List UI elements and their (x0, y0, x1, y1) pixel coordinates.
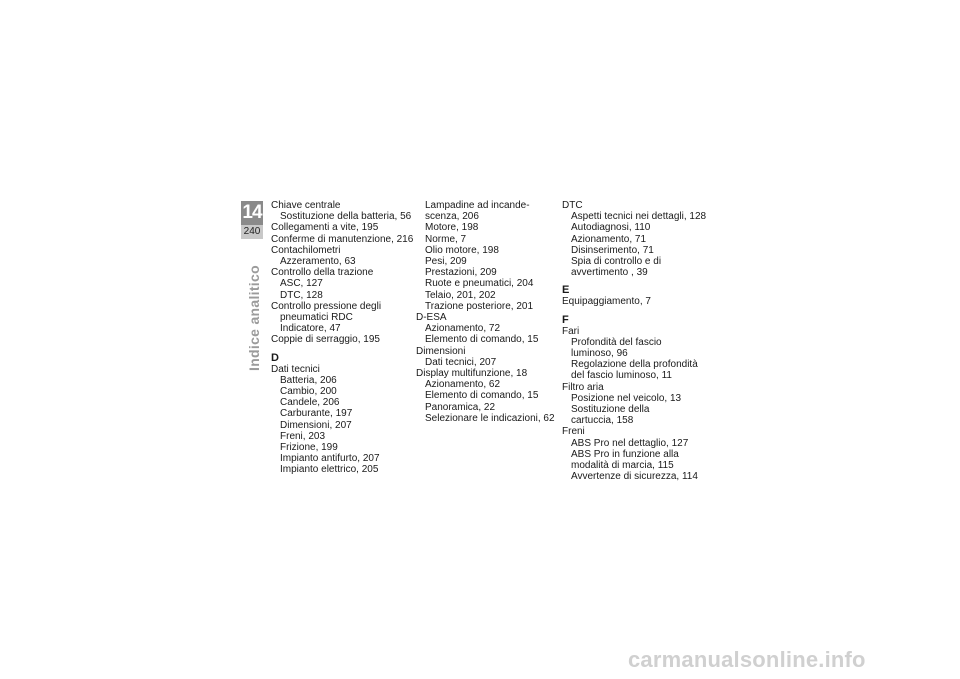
index-subentry: Olio motore, 198 (425, 244, 499, 256)
index-subentry: Avvertenze di sicurezza, 114 (571, 471, 698, 483)
index-subentry: Panoramica, 22 (425, 401, 496, 413)
index-subentry: modalità di marcia, 115 (571, 460, 674, 472)
index-subentry: Dimensioni, 207 (280, 419, 352, 431)
index-column-3 (562, 200, 707, 483)
index-subentry: Elemento di comando, 15 (425, 334, 539, 346)
index-subentry: avvertimento , 39 (571, 267, 648, 279)
index-subentry: Batteria, 206 (280, 374, 337, 386)
index-entry: Coppie di serraggio, 195 (271, 334, 380, 346)
index-subentry: Pesi, 209 (425, 256, 467, 268)
index-subentry: ABS Pro nel dettaglio, 127 (571, 437, 689, 449)
index-subentry: Sostituzione della (571, 404, 650, 416)
index-subentry: Impianto antifurto, 207 (280, 453, 380, 465)
index-letter-heading: E (562, 284, 570, 297)
index-subentry: Freni, 203 (280, 430, 326, 442)
index-entry: Dati tecnici (271, 363, 320, 375)
index-subentry: DTC, 128 (280, 289, 323, 301)
index-subentry: Ruote e pneumatici, 204 (425, 278, 534, 290)
index-subentry: Azzeramento, 63 (280, 256, 356, 268)
index-entry: Dimensioni (416, 345, 466, 357)
index-entry: Filtro aria (562, 381, 604, 393)
index-subentry: Regolazione della profondità (571, 359, 698, 371)
index-entry: Equipaggiamento, 7 (562, 296, 651, 308)
index-subentry: Autodiagnosi, 110 (571, 222, 651, 234)
index-entry: Conferme di manutenzione, 216 (271, 233, 414, 245)
page-number: 240 (241, 225, 263, 239)
index-subentry: Carburante, 197 (280, 408, 353, 420)
index-subentry: Dati tecnici, 207 (425, 356, 497, 368)
index-subentry: Lampadine ad incande- (425, 200, 530, 211)
index-entry: D-ESA (416, 312, 447, 324)
index-subentry: Disinserimento, 71 (571, 244, 654, 256)
index-subentry: Selezionare le indicazioni, 62 (425, 412, 555, 424)
index-entry: Freni (562, 426, 585, 438)
index-entry: Fari (562, 325, 580, 337)
index-subentry: Motore, 198 (425, 222, 479, 234)
index-column-1 (271, 200, 413, 476)
chapter-tab (241, 201, 263, 239)
index-column-2 (416, 200, 558, 424)
index-subentry: del fascio luminoso, 11 (571, 370, 672, 382)
index-subentry: cartuccia, 158 (571, 415, 634, 427)
index-subentry: Azionamento, 72 (425, 323, 501, 335)
index-subentry: Trazione posteriore, 201 (425, 300, 534, 312)
index-entry: Controllo pressione degli (271, 300, 382, 312)
index-subentry: pneumatici RDC (280, 312, 353, 324)
index-subentry: Elemento di comando, 15 (425, 390, 539, 402)
index-entry: Controllo della trazione (271, 267, 374, 279)
index-subentry: luminoso, 96 (571, 348, 628, 360)
index-subentry: Prestazioni, 209 (425, 267, 497, 279)
index-subentry: Azionamento, 71 (571, 233, 647, 245)
index-subentry: Spia di controllo e di (571, 256, 662, 268)
index-subentry: Norme, 7 (425, 233, 467, 245)
index-subentry: Posizione nel veicolo, 13 (571, 392, 682, 404)
watermark: carmanualsonline.info (628, 647, 866, 672)
index-letter-heading: F (562, 313, 569, 326)
index-subentry: Aspetti tecnici nei dettagli, 128 (571, 211, 707, 223)
index-entry: Collegamenti a vite, 195 (271, 222, 379, 234)
index-subentry: Cambio, 200 (280, 386, 337, 398)
index-entry: DTC (562, 200, 583, 211)
index-subentry: Frizione, 199 (280, 442, 338, 454)
index-entry: Display multifunzione, 18 (416, 368, 528, 380)
index-letter-heading: D (271, 351, 279, 364)
index-subentry: ABS Pro in funzione alla (571, 448, 679, 460)
index-subentry: Profondità del fascio (571, 336, 662, 348)
index-entry: Contachilometri (271, 244, 341, 256)
index-subentry: Telaio, 201, 202 (425, 289, 496, 301)
index-subentry: Impianto elettrico, 205 (280, 464, 379, 476)
index-subentry: Indicatore, 47 (280, 323, 341, 335)
index-subentry: Candele, 206 (280, 397, 340, 409)
index-entry: Chiave centrale (271, 200, 341, 211)
section-title: Indice analitico (246, 265, 262, 371)
index-subentry: scenza, 206 (425, 211, 479, 223)
chapter-number: 14 (242, 202, 262, 223)
index-subentry: Azionamento, 62 (425, 379, 501, 391)
index-subentry: Sostituzione della batteria, 56 (280, 211, 412, 223)
index-subentry: ASC, 127 (280, 278, 323, 290)
